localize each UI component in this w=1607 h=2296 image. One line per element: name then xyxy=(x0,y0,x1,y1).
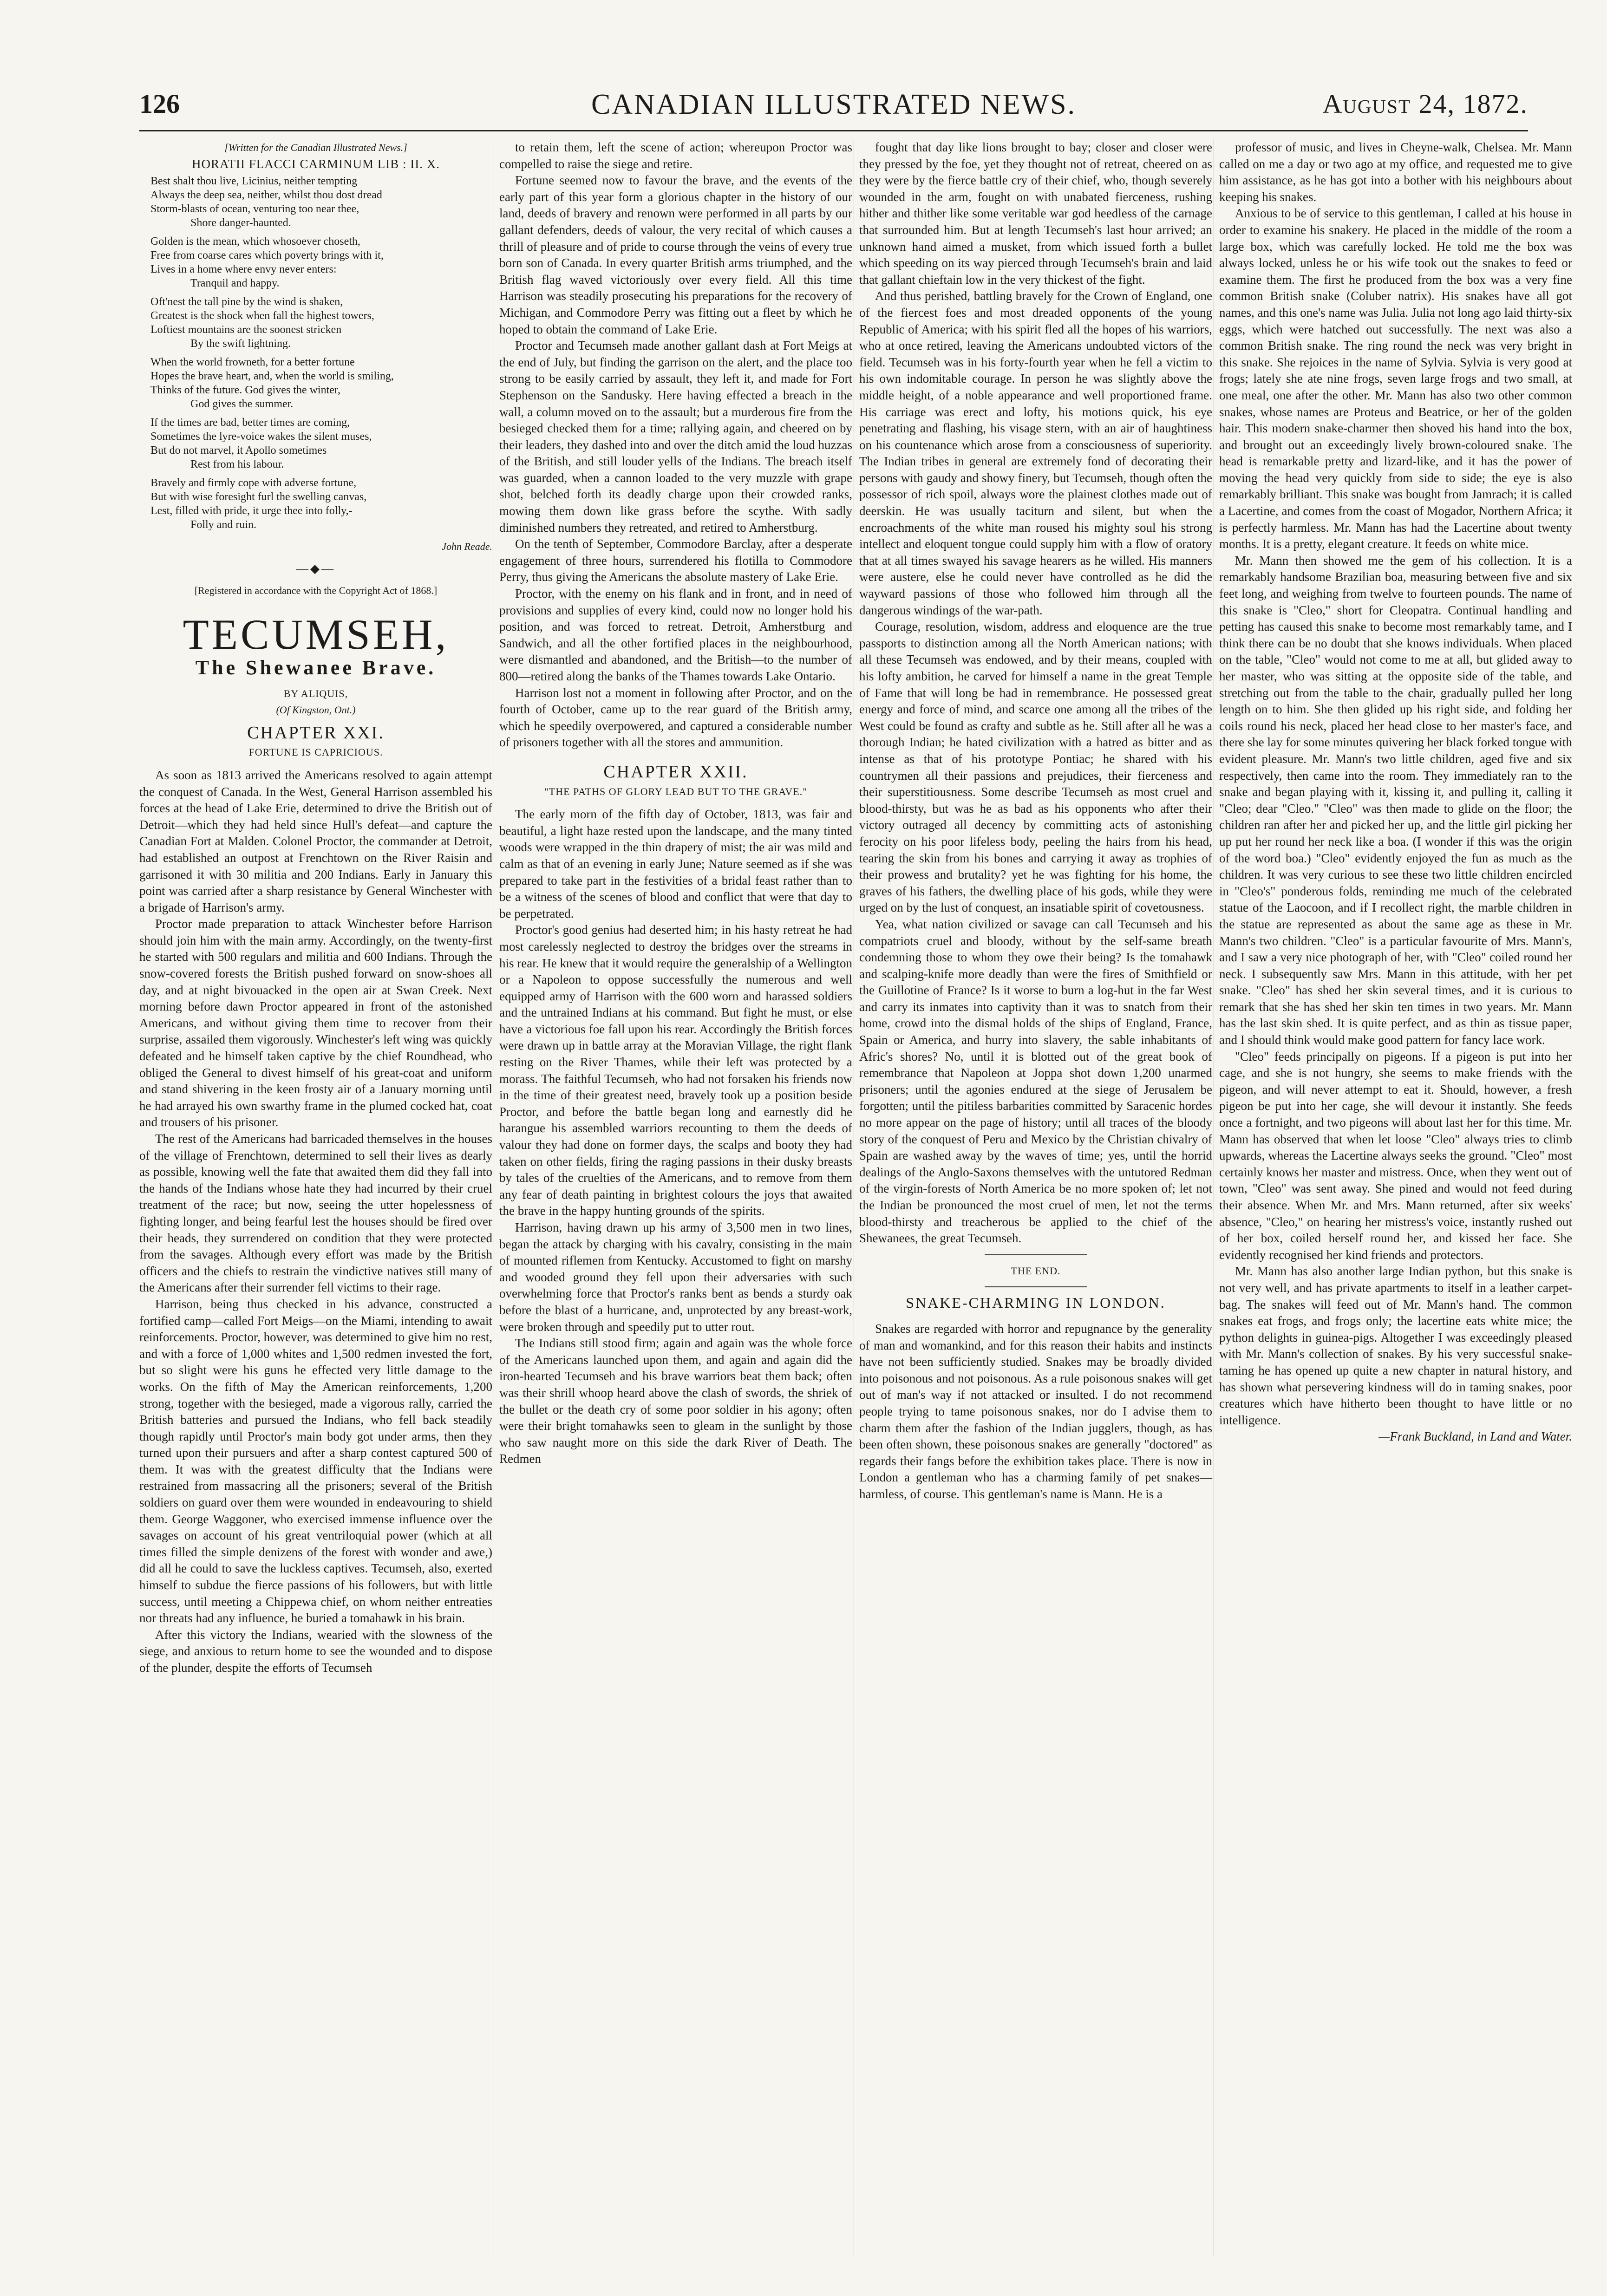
byline-place: (Of Kingston, Ont.) xyxy=(276,704,356,716)
poem-line: God gives the summer. xyxy=(190,398,294,411)
snake-article-title: SNAKE-CHARMING IN LONDON. xyxy=(906,1294,1166,1311)
section-rule xyxy=(985,1286,1087,1287)
poem-line: By the swift lightning. xyxy=(190,338,291,350)
paragraph: Harrison, having drawn up his army of 3,500 men in two lines, began the attack by charging with his cavalry, consisting in the main of mounted riflemen from Kentucky. Accustomed to fight on marshy and wooded ground they fell upon their adversaries with such overwhelming force that Proctor's ranks bent as bends a sturdy oak before the blast of a hurricane, and, unprotected by any breast-work, were broken through and speedily put to utter rout. xyxy=(499,1220,852,1334)
byline: BY ALIQUIS, xyxy=(283,687,348,699)
paragraph: fought that day like lions brought to bay; closer and closer were they pressed by the foe, yet they thought not of retreat, cheered on as they were by the fierce battle cry of their chief, who, though severely wounded in the arm, fought on with unabated fierceness, rushing hither and thither like some veritable war god heedless of the carnage that surrounded him. But at length Tecumseh's last hour arrived; an unknown hand aimed a musket, from which issued forth a bullet which speeding on its way pierced through Tecumseh's brain and laid that gallant chieftain low in the very thickest of the fight. xyxy=(859,140,1212,287)
poem-stanza xyxy=(139,295,492,351)
paragraph: Snakes are regarded with horror and repugnance by the generality of man and womankind, and for this reason their habits and instincts have not been sufficiently studied. Snakes may be broadly divided into poisonous and not poisonous. As a rule poisonous snakes will get out of man's way if not attacked or insulted. I do not recommend people trying to tame poisonous snakes, nor do I advise them to charm them after the fashion of the Indian jugglers, though, as has been often shown, these poisonous snakes are generally "doctored" as regards their fangs before the exhibition takes place. There is now in London a gentleman who has a charming family of pet snakes—harmless, of course. This gentleman's name is Mann. He is a xyxy=(859,1321,1212,1501)
column-2 xyxy=(499,139,852,1468)
story-body xyxy=(499,806,852,1468)
poem-line: If the times are bad, better times are coming, xyxy=(150,417,350,429)
paragraph: And thus perished, battling bravely for the Crown of England, one of the fiercest foes and most dreaded opponents of the young Republic of America; with his spirit fled all the hopes of his warriors, who at once retired, leaving the Americans undoubted victors of the field. Tecumseh was in his forty-fourth year when he fell a victim to his own indomitable courage. In person he was slightly above the middle height, of a noble appearance and well proportioned frame. His carriage was erect and lofty, his motions quick, his eye penetrating and flashing, his visage stern, with an air of haughtiness on his countenance which arose from a consciousness of superiority. The Indian tribes in general are extremely fond of decorating their persons with gaudy and showy finery, but Tecumseh, though often the possessor of rich spoil, always wore the plainest clothes made out of deerskin. He was usually taciturn and silent, but when the encroachments of the white man roused his mighty soul his strong intellect and eloquent tongue could supply him with a flow of oratory that at all times swayed his savage hearers as he willed. His manners were austere, else he could never have controlled as he did the wayward passions of those who followed him through all the dangerous windings of the war-path. xyxy=(859,289,1212,617)
paragraph: The Indians still stood firm; again and again was the whole force of the Americans launched upon them, and again and again did the iron-hearted Tecumseh and his brave warriors beat them back; often was their shrill whoop heard above the clash of swords, the shriek of the bullet or the death cry of some poor soldier in his agony; often were their bright tomahawks seen to gleam in the sunlight by those who saw naught more on this side the dark River of Death. The Redmen xyxy=(499,1336,852,1466)
poem-line: Oft'nest the tall pine by the wind is shaken, xyxy=(150,296,343,308)
chapter-22-heading: CHAPTER XXII. xyxy=(603,762,748,782)
poem-line: When the world frowneth, for a better fortune xyxy=(150,356,355,369)
chapter-22-subheading: "THE PATHS OF GLORY LEAD BUT TO THE GRAVE." xyxy=(544,785,808,797)
poem-author: John Reade. xyxy=(442,541,492,553)
poem-credit: [Written for the Canadian Illustrated News.] xyxy=(224,142,407,153)
poem-line: But with wise foresight furl the swelling canvas, xyxy=(150,491,367,503)
story-body xyxy=(859,139,1212,1247)
story-body xyxy=(139,767,492,1676)
paragraph: After this victory the Indians, wearied with the slowness of the siege, and anxious to return home to see the wounded and to dispose of the plunder, despite the efforts of Tecumseh xyxy=(139,1627,492,1675)
end-rule xyxy=(985,1254,1087,1255)
paragraph: Harrison, being thus checked in his advance, constructed a fortified camp—called Fort Meigs—on the Miami, intending to await reinforcements. Proctor, however, was determined to give him no rest, and with a force of 1,000 whites and 1,500 redmen invested the fort, but so slight were his guns he effected very little damage to the works. On the fifth of May the American reinforcements, 1,200 strong, together with the besieged, made a vigorous rally, carried the British batteries and pursued the Indians, who fell back steadily though rapidly until Proctor's main body got under arms, then they turned upon their pursuers and after a sharp contest captured 500 of them. It was with the greatest difficulty that the Indians were restrained from massacring all the prisoners; several of the British soldiers on guard over them were wounded in endeavouring to shield them. George Waggoner, who exercised immense influence over the savages on account of his great ventriloquial power (which at all times filled the simple denizens of the forest with wonder and awe,) did all he could to save the luckless captives. Tecumseh, also, exerted himself to subdue the fierce passions of his followers, but with little success, until meeting a Chippewa chief, on whom neither entreaties nor threats had any influence, he buried a tomahawk in his brain. xyxy=(139,1297,492,1625)
paragraph: On the tenth of September, Commodore Barclay, after a desperate engagement of three hours, surrendered his flotilla to Commodore Perry, thus giving the Americans the absolute mastery of Lake Erie. xyxy=(499,537,852,584)
page-header xyxy=(139,88,1528,131)
poem-stanza xyxy=(139,235,492,290)
paragraph: Proctor's good genius had deserted him; in his hasty retreat he had most carelessly neglected to destroy the bridges over the streams in his rear. He knew that it would require the generalship of a Wellington or a Napoleon to oppose successfully the numerous and well equipped army of Harrison with the 600 worn and harassed soldiers and the untrained Indians at his command. But fight he must, or else have a victorious foe fall upon his rear. Accordingly the British forces were drawn up in battle array at the Moravian Village, the right flank resting on the River Thames, while their left was protected by a morass. The faithful Tecumseh, who had not forsaken his friends now in the time of their greatest need, bravely took up a position beside Proctor, and before the battle began long and earnestly did he harangue his assembled warriors recounting to them the deeds of valour they had done on former days, the scalps and booty they had taken on other fields, firing the raging passions in their dusky breasts by tales of the cruelties of the Americans, and to remove from them any fear of death painting in brightest colours the joys that awaited the brave in the happy hunting grounds of the spirits. xyxy=(499,923,852,1218)
ornament-divider: —◆— xyxy=(296,561,335,575)
paragraph: professor of music, and lives in Cheyne-walk, Chelsea. Mr. Mann called on me a day or two ago at my office, and requested me to give him assistance, as he has got into a bother with his neighbours about keeping his snakes. xyxy=(1219,140,1572,204)
poem-line: Tranquil and happy. xyxy=(190,277,280,290)
paragraph: Fortune seemed now to favour the brave, and the events of the early part of this year form a glorious chapter in the history of our land, deeds of bravery and renown were performed in all parts by our gallant defenders, deeds of valour, the very recital of which causes a thrill of pleasure and of pride to course through the veins of every true born son of Canada. In every quarter British arms triumphed, and the British flag waved victoriously over every field. All this time Harrison was steadily prosecuting his preparations for the recovery of Michigan, and Commodore Perry was fitting out a fleet by which he hoped to obtain the command of Lake Erie. xyxy=(499,173,852,336)
poem-line: Loftiest mountains are the soonest stricken xyxy=(150,324,342,336)
story-body xyxy=(499,139,852,751)
poem-line: Folly and ruin. xyxy=(190,519,256,531)
poem-line: Hopes the brave heart, and, when the world is smiling, xyxy=(150,370,394,383)
chapter-21-heading: CHAPTER XXI. xyxy=(247,723,385,743)
poem-line: Rest from his labour. xyxy=(190,458,284,471)
column-1 xyxy=(139,139,492,1676)
paragraph: Courage, resolution, wisdom, address and eloquence are the true passports to distinction among all the North American nations; with all these Tecumseh was endowed, and by their means, coupled with his lofty ambition, he carved for himself a name in the great Temple of Fame that will long be had in remembrance. He possessed great energy and force of mind, and scarce one among all the tribes of the West could be found as crafty and subtle as he. Still after all he was a thorough Indian; he hated civilization with a hatred as bitter and as intense as that of his prototype Pontiac; he shared with his countrymen all their passions and prejudices, their fierceness and their superstitiousness. Some describe Tecumseh as most cruel and blood-thirsty, but was he as bad as his opponents who after their victory outraged all decency by committing acts of astonishing ferocity on his poor lifeless body, peeling the hairs from his head, tearing the skin from his bones and carrying it away as trophies of their prowess and brutality? yet he was fighting for his home, the graves of his fathers, the dwelling place of his gods, while they were urged on by the lust of conquest, an insatiable spirit of covetousness. xyxy=(859,620,1212,915)
article-body xyxy=(1219,139,1572,1428)
paragraph: Yea, what nation civilized or savage can call Tecumseh and his compatriots cruel and bloody, without by the self-same breath condemning those to whom they owe their being? Is the tomahawk and scalping-knife more deadly than were the fires of Smithfield or the Guillotine of France? Is it worse to burn a log-hut in the far West and carry its inmates into captivity than it was to snatch from their home, crowd into the dismal holds of the ships of England, France, Spain or America, and hurry into slavery, the sable inhabitants of Afric's shores? No, until it is blotted out of the great book of remembrance that Napoleon at Joppa shot down 1,200 unarmed prisoners; until the agonies endured at the siege of Jerusalem be forgotten; until the pitiless barbarities committed by Saracenic hordes no more appear on the page of history; until all traces of the bloody story of the conquest of Peru and Mexico by the Christian chivalry of Spain are washed away by the waves of time; yes, until the horrid dealings of the Anglo-Saxons themselves with the untutored Redman of the virgin-forests of North America be no more spoken of; let not the Indian be pronounced the most cruel of men, let not the terms blood-thirsty and treacherous be applied to the chief of the Shewanees, the great Tecumseh. xyxy=(859,917,1212,1246)
column-4 xyxy=(1219,139,1572,1445)
poem-stanza xyxy=(139,355,492,411)
poem-line: Free from coarse cares which poverty brings with it, xyxy=(150,249,384,262)
story-subtitle: The Shewanee Brave. xyxy=(195,656,437,679)
article-credit: —Frank Buckland, in Land and Water. xyxy=(1378,1429,1572,1444)
poem-stanza xyxy=(139,476,492,532)
page-number: 126 xyxy=(139,89,180,119)
poem-line: Always the deep sea, neither, whilst thou dost dread xyxy=(150,189,382,202)
poem-line: Best shalt thou live, Licinius, neither tempting xyxy=(150,175,358,188)
poem-stanza xyxy=(139,174,492,230)
poem-line: Thinks of the future. God gives the winter, xyxy=(150,384,340,397)
paragraph: Mr. Mann has also another large Indian python, but this snake is not very well, and has private apartments to itself in a leather carpet-bag. The snakes will feed out of Mr. Mann's hand. The common snakes eat frogs, and frogs only; the lacertine eats white mice; the python delights in guinea-pigs. Altogether I was exceedingly pleased with Mr. Mann's collection of snakes. By his very successful snake-taming he has opened up quite a new chapter in natural history, and has shown what persevering kindness will do in taming snakes, poor creatures which have hitherto been thought to have little or no intelligence. xyxy=(1219,1264,1572,1427)
article-body xyxy=(859,1321,1212,1503)
poem-line: Storm-blasts of ocean, venturing too near thee, xyxy=(150,203,359,215)
issue-date: August 24, 1872. xyxy=(1322,89,1528,119)
poem-line: Lest, filled with pride, it urge thee into folly,- xyxy=(150,505,353,517)
chapter-21-subheading: FORTUNE IS CAPRICIOUS. xyxy=(248,746,383,758)
paragraph: As soon as 1813 arrived the Americans resolved to again attempt the conquest of Canada. In the West, General Harrison assembled his forces at the head of Lake Erie, determined to drive the British out of Detroit—which they had held since Hull's defeat—and capture the Canadian Fort at Malden. Colonel Proctor, the commander at Detroit, had established an outpost at Frenchtown on the River Raisin and garrisoned it with 30 militia and 200 Indians. Early in January this point was carried after a sharp resistance by General Winchester with a brigade of Harrison's army. xyxy=(139,768,492,914)
poem-stanza xyxy=(139,416,492,471)
poem-line: Shore danger-haunted. xyxy=(190,217,291,229)
paragraph: The rest of the Americans had barricaded themselves in the houses of the village of Frenchtown, determined to sell their lives as dearly as possible, knowing well the fate that awaited them did they fall into the hands of the Indians whose hate they had incurred by their cruel treatment of the race; but now, seeing the utter hopelessness of fighting longer, and being fearful lest the houses should be fired over their heads, they surrendered on condition that they were protected from the savages. Although every effort was made by the British officers and the chiefs to restrain the vindictive natives still many of the Americans after their surrender fell victims to their rage. xyxy=(139,1132,492,1295)
paragraph: The early morn of the fifth day of October, 1813, was fair and beautiful, a light haze rested upon the landscape, and the many tinted woods were wrapped in the thin drapery of mist; the air was mild and calm as that of an evening in early June; Nature seemed as if she was prepared to take part in the festivities of a bridal feast rather than to be a witness of the scenes of blood and conflict that were that day to be perpetrated. xyxy=(499,807,852,920)
paragraph: Proctor and Tecumseh made another gallant dash at Fort Meigs at the end of July, but finding the garrison on the alert, and the place too strong to be easily carried by assault, they left it, and made for Fort Stephenson on the Sandusky. Here having effected a breach in the wall, a column moved on to the assault; but a murderous fire from the besieged checked them for a time; rallying again, and cheered on by their leaders, they dashed into and over the ditch amid the loud huzzas of the British, and still louder yells of the Indians. The breach itself was guarded, when a cannon loaded to the very muzzle with grape shot, belched forth its deadly charge upon their crowded ranks, mowing them down like grass before the scythe. With sadly diminished numbers they retreated, and retired to Amherstburg. xyxy=(499,339,852,535)
poem-title: HORATII FLACCI CARMINUM LIB : II. X. xyxy=(192,157,440,171)
paragraph: "Cleo" feeds principally on pigeons. If a pigeon is put into her cage, and she is not hungry, she seems to make friends with the pigeon, and will never attempt to eat it. Should, however, a fresh pigeon be put into her cage, she will devour it instantly. She feeds once a fortnight, and two pigeons will about last her for this time. Mr. Mann has observed that when let loose "Cleo" always tries to climb upwards, whereas the Lacertine always seeks the ground. "Cleo" most certainly knows her master and mistress. Once, when they went out of town, "Cleo" was sent away. She pined and would not feed during their absence. When Mr. and Mrs. Mann returned, after six weeks' absence, "Cleo," on hearing her mistress's voice, instantly rushed out of her box, coiled herself round her, and kissed her face. She evidently recognised her kind friends and protectors. xyxy=(1219,1049,1572,1262)
paragraph: to retain them, left the scene of action; whereupon Proctor was compelled to raise the siege and retire. xyxy=(499,140,852,171)
masthead: CANADIAN ILLUSTRATED NEWS. xyxy=(591,89,1077,120)
the-end: THE END. xyxy=(1011,1265,1061,1277)
poem-line: Greatest is the shock when fall the highest towers, xyxy=(150,310,374,322)
story-title: TECUMSEH, xyxy=(183,610,449,658)
poem-line: Bravely and firmly cope with adverse fortune, xyxy=(150,477,357,489)
poem-stanzas xyxy=(139,174,492,532)
poem-line: Golden is the mean, which whosoever choseth, xyxy=(150,235,360,248)
poem-line: Sometimes the lyre-voice wakes the silent muses, xyxy=(150,430,372,443)
paragraph: Harrison lost not a moment in following after Proctor, and on the fourth of October, came up to the rear guard of the British army, which he speedily overpowered, and captured a considerable number of prisoners together with all the stores and ammunition. xyxy=(499,685,852,750)
poem-line: But do not marvel, it Apollo sometimes xyxy=(150,444,327,457)
paragraph: Proctor made preparation to attack Winchester before Harrison should join him with the main army. Accordingly, on the twenty-first he started with 500 regulars and militia and 600 Indians. Through the snow-covered forests the British pushed forward on snow-shoes all day, and at night bivouacked in the open air at Swan Creek. Next morning before dawn Proctor appeared in front of the astonished Americans, and without giving them time to recover from their surprise, assailed them vigorously. Winchester's left wing was quickly defeated and he himself taken captive by the chief Roundhead, who obliged the General to divest himself of his great-coat and uniform and stand shivering in the keen frosty air of a January morning until he had arrayed his own swarthy frame in the plumed cocked hat, coat and trousers of his prisoner. xyxy=(139,917,492,1129)
column-3 xyxy=(859,139,1212,1503)
copyright-notice: [Registered in accordance with the Copyright Act of 1868.] xyxy=(194,585,438,597)
poem-line: Lives in a home where envy never enters: xyxy=(150,263,337,276)
paragraph: Mr. Mann then showed me the gem of his collection. It is a remarkably handsome Brazilian boa, measuring between five and six feet long, and weighing from twelve to fourteen pounds. The name of this snake is "Cleo," short for Cleopatra. Continual handling and petting has caused this snake to become most remarkably tame, and I think there can be no doubt that she knows individuals. When placed on the table, "Cleo" would not come to me at all, but glided away to her master, who was sitting at the opposite side of the table, and stretching out from the table to the chair, gradually pulled her long length on to him. She then glided up his right side, and folding her coils round his neck, placed her head close to her master's face, and there she lay for some minutes quivering her black forked tongue with evident pleasure. Mr. Mann's two little children, aged five and six respectively, then came into the room. They immediately ran to the snake and began playing with it, kissing it, and pulling it, calling it "Cleo; dear "Cleo." "Cleo" was then made to glide on the floor; the children ran after her and picked her up, and the little girl picking her up put her round her neck like a boa. (I wonder if this was the origin of the word boa.) "Cleo" evidently enjoyed the fun as much as the children. It was very curious to see these two little children encircled in "Cleo's" ponderous folds, reminding me much of the celebrated statue of the Laocoon, and if I recollect right, the marble children in the statue are represented as about the same age as these in Mr. Mann's two children. "Cleo" is a particular favourite of Mrs. Mann's, and I saw a very nice photograph of her, with "Cleo" coiled round her neck. I subsequently saw Mrs. Mann in this attitude, with her pet snake. "Cleo" has shed her skin several times, and it is curious to remark that she has shed her skin ten times in two years. Mr. Mann has the last skin shed. It is quite perfect, and as thin as tissue paper, and I should think would make good pattern for fancy lace work. xyxy=(1219,553,1572,1047)
paragraph: Proctor, with the enemy on his flank and in front, and in need of provisions and supplies of every kind, could now no longer hold his position, and was forced to retreat. Detroit, Amherstburg and Sandwich, and all the other fortified places in the neighbourhood, were dismantled and abandoned, and the British—to the number of 800—retired along the banks of the Thames towards Lake Ontario. xyxy=(499,587,852,683)
paragraph: Anxious to be of service to this gentleman, I called at his house in order to examine his snakery. He placed in the middle of the room a large box, which was carefully locked. He told me the box was always locked, unless he or his wife took out the snakes to feed or examine them. The first he produced from the box was a very fine common British snake (Coluber natrix). His snakes have all got names, and this one's name was Julia. Julia not long ago laid thirty-six eggs, which were hatched out successfully. The next was also a common British snake. The ring round the neck was very bright in this snake. She rejoices in the name of Sylvia. Sylvia is very good at frogs; lately she ate nine frogs, seven large frogs and two small, at one meal, one after the other. Mr. Mann has also two other common snakes, whose names are Proteus and Beatrice, or her of the golden hair. This modern snake-charmer then shoved his hand into the box, and brought out an exceedingly lively brown-coloured snake. The head is remarkable pretty and lizard-like, and it has the power of moving the head very quickly from side to side; the eye is also remarkably brilliant. This snake was bought from Jamrach; it is called a Lacertine, and comes from the coast of Mogador, Northern Africa; it is perfectly harmless. Mr. Mann has had the Lacertine about twenty months. It is a pretty, elegant creature. It feeds on white mice. xyxy=(1219,206,1572,551)
